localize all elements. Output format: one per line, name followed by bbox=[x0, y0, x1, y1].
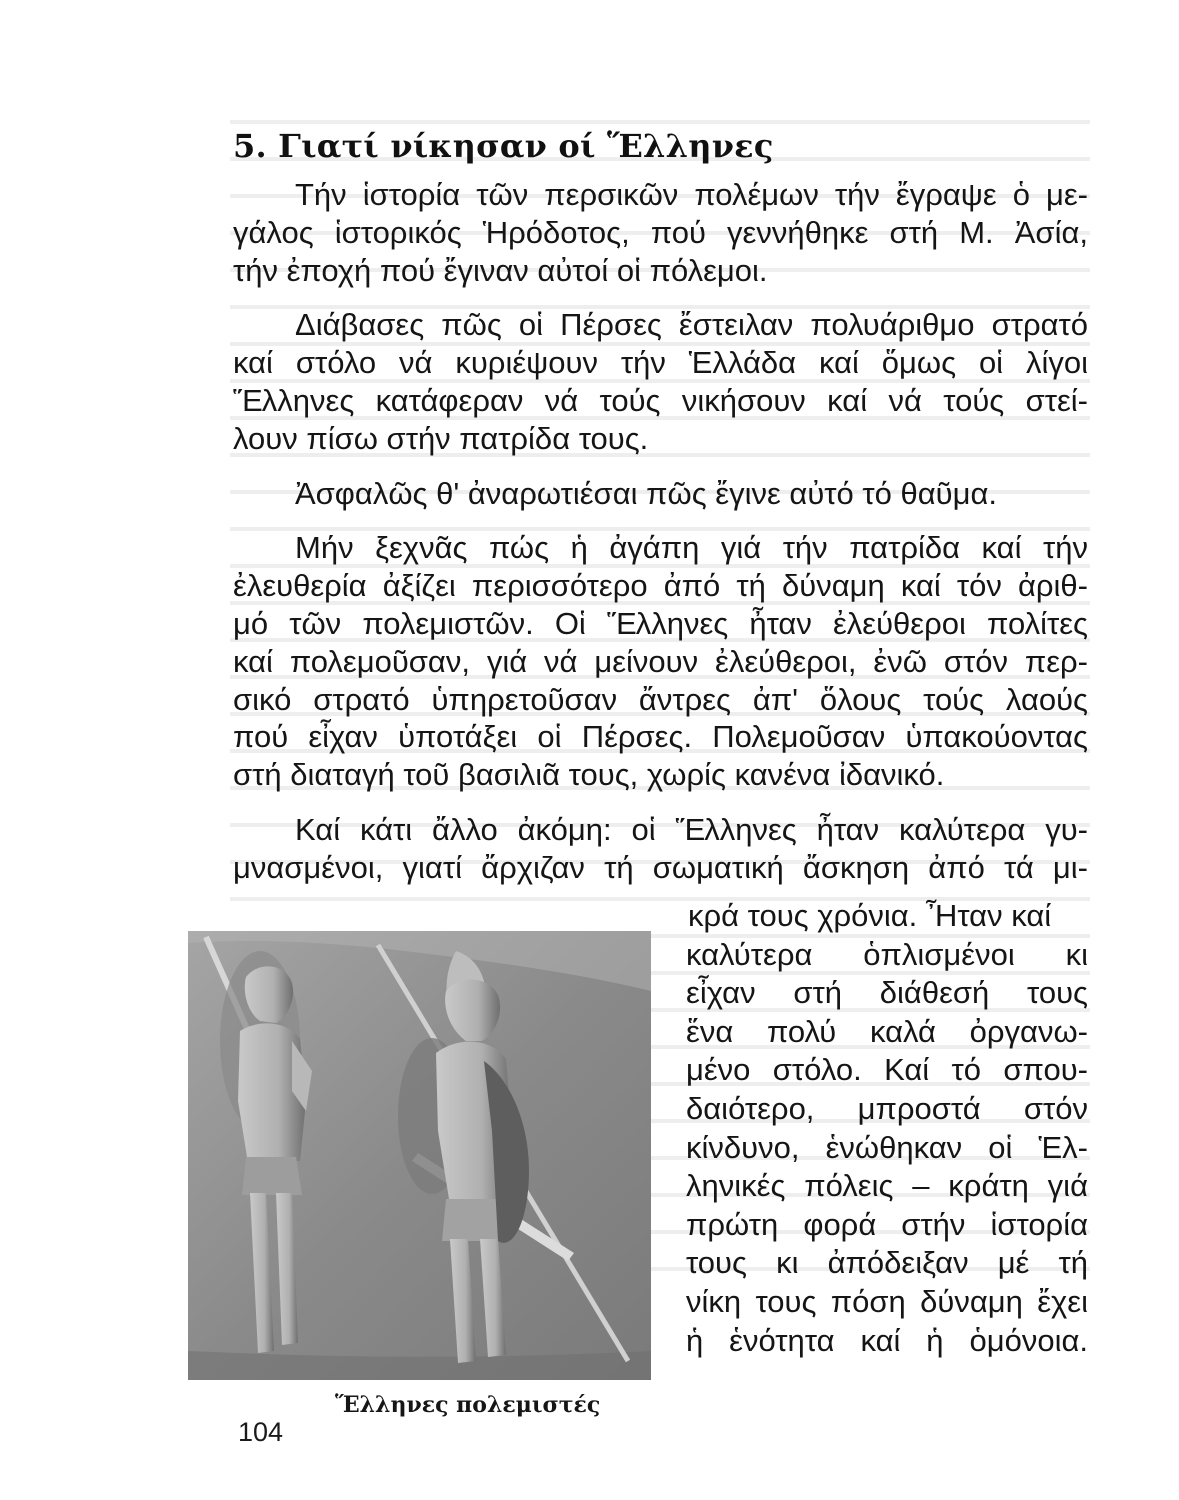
text-line: Τήν ἱστορία τῶν περσικῶν πολέμων τήν ἔγραψε ὁ με- bbox=[295, 177, 1088, 212]
text-line: δαιότερο, μπροστά στόν bbox=[686, 1090, 1088, 1126]
main-text bbox=[233, 176, 1088, 904]
relief-photo-greek-warriors bbox=[188, 931, 651, 1380]
text-line: ἡ ἑνότητα καί ἡ ὁμόνοια. bbox=[686, 1322, 1088, 1358]
text-line: ἐλευθερία ἀξίζει περισσότερο ἀπό τή δύναμη καί τόν ἀριθ- bbox=[233, 568, 1088, 604]
wrapped-text-column bbox=[686, 897, 1088, 1360]
section-title: 5. Γιατί νίκησαν οί Ἕλληνες bbox=[233, 127, 774, 166]
text-line: καλύτερα ὁπλισμένοι κι bbox=[686, 936, 1088, 972]
text-line: πού εἶχαν ὑποτάξει οἱ Πέρσες. Πολεμοῦσαν ὑπακούοντας bbox=[233, 719, 1088, 755]
text-line: στή διαταγή τοῦ βασιλιᾶ τους, χωρίς κανένα ἰδανικό. bbox=[233, 757, 945, 793]
text-line: μένο στόλο. Καί τό σπου- bbox=[686, 1052, 1088, 1088]
paragraph-1 bbox=[233, 176, 1088, 289]
text-line: εἶχαν στή διάθεσή τους bbox=[686, 975, 1088, 1011]
page-number: 104 bbox=[238, 1417, 284, 1447]
text-line: κίνδυνο, ἑνώθηκαν οἱ Ἑλ- bbox=[686, 1129, 1088, 1165]
paragraph-4 bbox=[233, 529, 1088, 794]
text-line: τους κι ἀπόδειξαν μέ τή bbox=[686, 1245, 1088, 1281]
text-line: Μήν ξεχνᾶς πώς ἡ ἀγάπη γιά τήν πατρίδα καί τήν bbox=[295, 530, 1088, 566]
text-line: καί πολεμοῦσαν, γιά νά μείνουν ἐλεύθεροι, ἐνῶ στόν περ- bbox=[233, 643, 1088, 679]
figure-caption: Ἕλληνες πολεμιστές bbox=[335, 1392, 601, 1418]
text-line: γάλος ἱστορικός Ἡρόδοτος, πού γεννήθηκε στή Μ. Ἀσία, bbox=[233, 214, 1088, 250]
text-line: Διάβασες πῶς οἱ Πέρσες ἔστειλαν πολυάριθμο στρατό bbox=[295, 307, 1088, 343]
text-line: τήν ἐποχή πού ἔγιναν αὐτοί οἱ πόλεμοι. bbox=[233, 252, 768, 288]
text-line: πρώτη φορά στήν ἱστορία bbox=[686, 1206, 1088, 1242]
text-line: σικό στρατό ὑπηρετοῦσαν ἄντρες ἀπ' ὅλους τούς λαούς bbox=[233, 681, 1088, 717]
relief-illustration bbox=[188, 931, 651, 1380]
text-line: κρά τους χρόνια. Ἦταν καί bbox=[688, 898, 1052, 933]
text-line: ληνικές πόλεις – κράτη γιά bbox=[686, 1168, 1088, 1204]
text-line: νίκη τους πόση δύναμη ἔχει bbox=[686, 1283, 1088, 1319]
paragraph-3 bbox=[233, 475, 1088, 513]
paragraph-5 bbox=[233, 811, 1088, 887]
text-line: Καί κάτι ἄλλο ἀκόμη: οἱ Ἕλληνες ἦταν καλύτερα γυ- bbox=[295, 811, 1088, 847]
text-line: μνασμένοι, γιατί ἄρχιζαν τή σωματική ἄσκηση ἀπό τά μι- bbox=[233, 849, 1088, 885]
text-line: λουν πίσω στήν πατρίδα τους. bbox=[233, 420, 649, 456]
text-line: ἕνα πολύ καλά ὀργανω- bbox=[686, 1013, 1088, 1049]
paragraph-2 bbox=[233, 306, 1088, 457]
text-line: μό τῶν πολεμιστῶν. Οἱ Ἕλληνες ἦταν ἐλεύθεροι πολίτες bbox=[233, 605, 1088, 641]
text-line: Ἕλληνες κατάφεραν νά τούς νικήσουν καί νά τούς στεί- bbox=[233, 382, 1088, 418]
text-line: Ἀσφαλῶς θ' ἀναρωτιέσαι πῶς ἔγινε αὐτό τό θαῦμα. bbox=[295, 475, 997, 511]
text-line: καί στόλο νά κυριέψουν τήν Ἑλλάδα καί ὅμως οἱ λίγοι bbox=[233, 345, 1088, 381]
